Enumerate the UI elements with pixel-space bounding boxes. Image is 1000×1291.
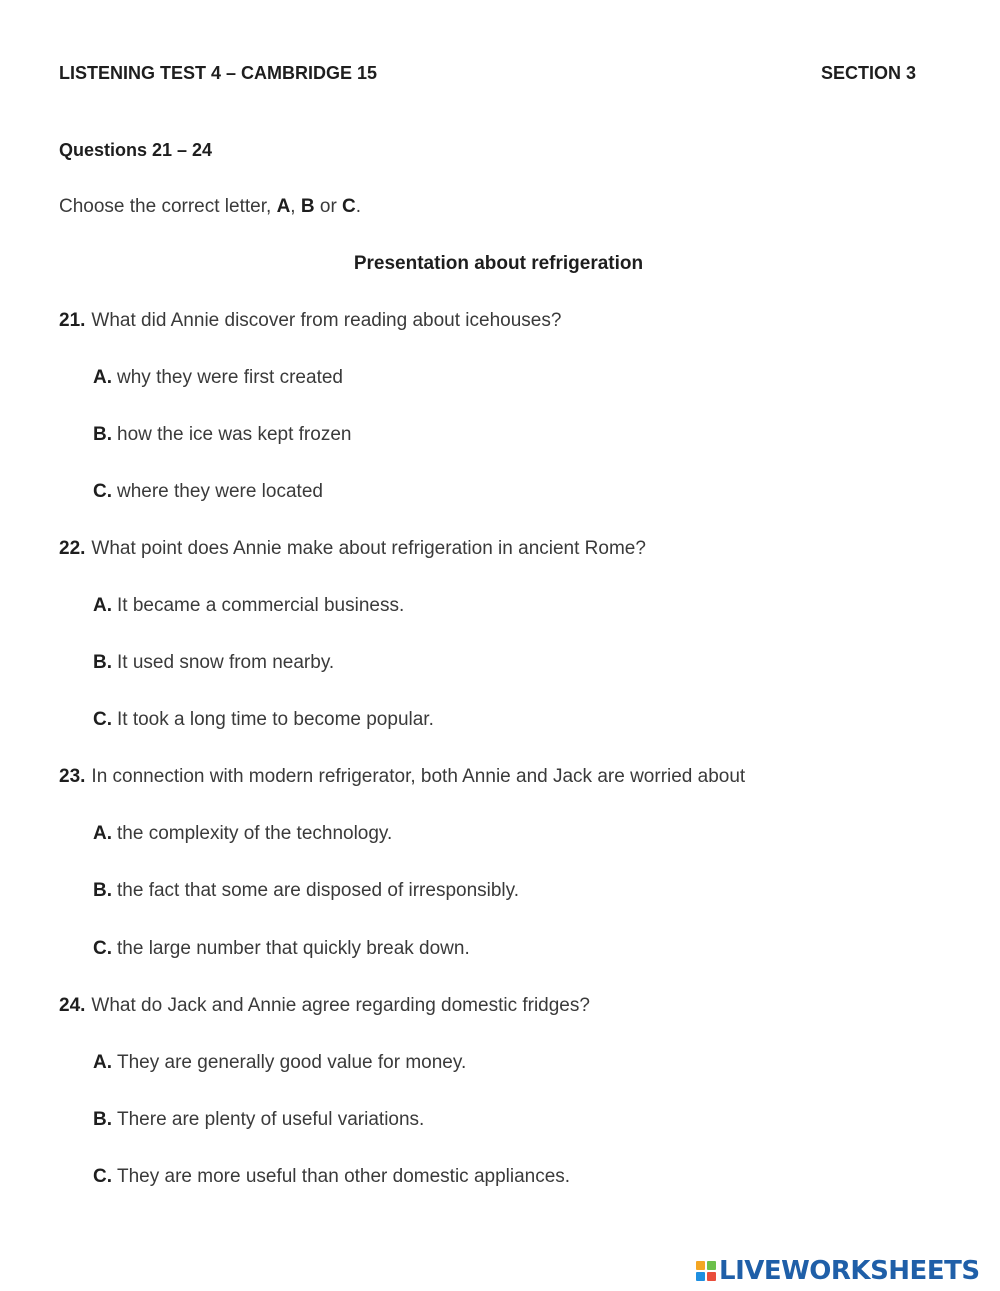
option-24-a[interactable] <box>93 1051 466 1075</box>
option-text: It became a commercial business. <box>117 595 405 616</box>
option-23-a[interactable] <box>93 822 392 846</box>
option-22-a[interactable] <box>93 594 404 618</box>
option-letter: A. <box>93 367 112 388</box>
logo-block <box>696 1272 705 1281</box>
option-letter: B. <box>93 880 112 901</box>
option-letter: A. <box>93 595 112 616</box>
option-text: the large number that quickly break down. <box>117 938 470 959</box>
question-23 <box>59 765 745 789</box>
question-text: What do Jack and Annie agree regarding domestic fridges? <box>91 995 590 1016</box>
question-number: 23. <box>59 766 86 787</box>
section-label: SECTION 3 <box>821 63 917 83</box>
option-text: the fact that some are disposed of irresponsibly. <box>117 880 520 901</box>
subtitle: Presentation about refrigeration <box>353 253 644 274</box>
logo-block <box>696 1261 705 1270</box>
option-21-a[interactable] <box>93 366 343 390</box>
option-text: It used snow from nearby. <box>117 652 335 673</box>
option-21-b[interactable] <box>93 423 351 447</box>
question-21 <box>59 309 561 333</box>
question-text: What did Annie discover from reading about icehouses? <box>91 310 562 331</box>
option-letter: C. <box>93 1166 112 1187</box>
option-24-b[interactable] <box>93 1108 424 1132</box>
option-text: They are more useful than other domestic appliances. <box>117 1166 571 1187</box>
option-text: They are generally good value for money. <box>117 1052 467 1073</box>
instruction-prefix: Choose the correct letter, <box>59 196 277 217</box>
option-letter: C. <box>93 938 112 959</box>
option-24-c[interactable] <box>93 1165 570 1189</box>
logo-block <box>707 1261 716 1270</box>
instruction-letter-b: B <box>300 196 315 217</box>
option-letter: A. <box>93 1052 112 1073</box>
instruction-letter-c: C <box>342 196 356 217</box>
instruction-suffix: . <box>355 196 362 217</box>
option-letter: C. <box>93 709 112 730</box>
instruction-sep-1: , <box>290 196 301 217</box>
document-title: LISTENING TEST 4 – CAMBRIDGE 15 <box>59 63 378 83</box>
question-24 <box>59 994 590 1018</box>
instruction-sep-2: or <box>314 196 343 217</box>
option-letter: B. <box>93 652 112 673</box>
question-text: What point does Annie make about refrigeration in ancient Rome? <box>91 538 646 559</box>
option-letter: C. <box>93 481 112 502</box>
option-22-c[interactable] <box>93 708 434 732</box>
option-23-b[interactable] <box>93 879 519 903</box>
option-text: the complexity of the technology. <box>117 823 393 844</box>
question-number: 24. <box>59 995 86 1016</box>
option-letter: B. <box>93 424 112 445</box>
option-text: why they were first created <box>117 367 343 388</box>
liveworksheets-logo <box>696 1256 980 1286</box>
questions-heading: Questions 21 – 24 <box>59 140 213 160</box>
option-21-c[interactable] <box>93 480 323 504</box>
option-text: where they were located <box>117 481 323 502</box>
question-number: 22. <box>59 538 86 559</box>
instruction-letter-a: A <box>276 196 291 217</box>
question-22 <box>59 537 646 561</box>
option-text: It took a long time to become popular. <box>117 709 434 730</box>
option-letter: B. <box>93 1109 112 1130</box>
option-text: There are plenty of useful variations. <box>117 1109 425 1130</box>
option-letter: A. <box>93 823 112 844</box>
question-text: In connection with modern refrigerator, both Annie and Jack are worried about <box>91 766 746 787</box>
logo-text: LIVEWORKSHEETS <box>719 1256 980 1286</box>
logo-block <box>707 1272 716 1281</box>
option-23-c[interactable] <box>93 937 470 961</box>
logo-blocks-icon <box>696 1261 716 1281</box>
option-22-b[interactable] <box>93 651 334 675</box>
option-text: how the ice was kept frozen <box>117 424 352 445</box>
question-number: 21. <box>59 310 86 331</box>
instruction <box>59 195 361 219</box>
